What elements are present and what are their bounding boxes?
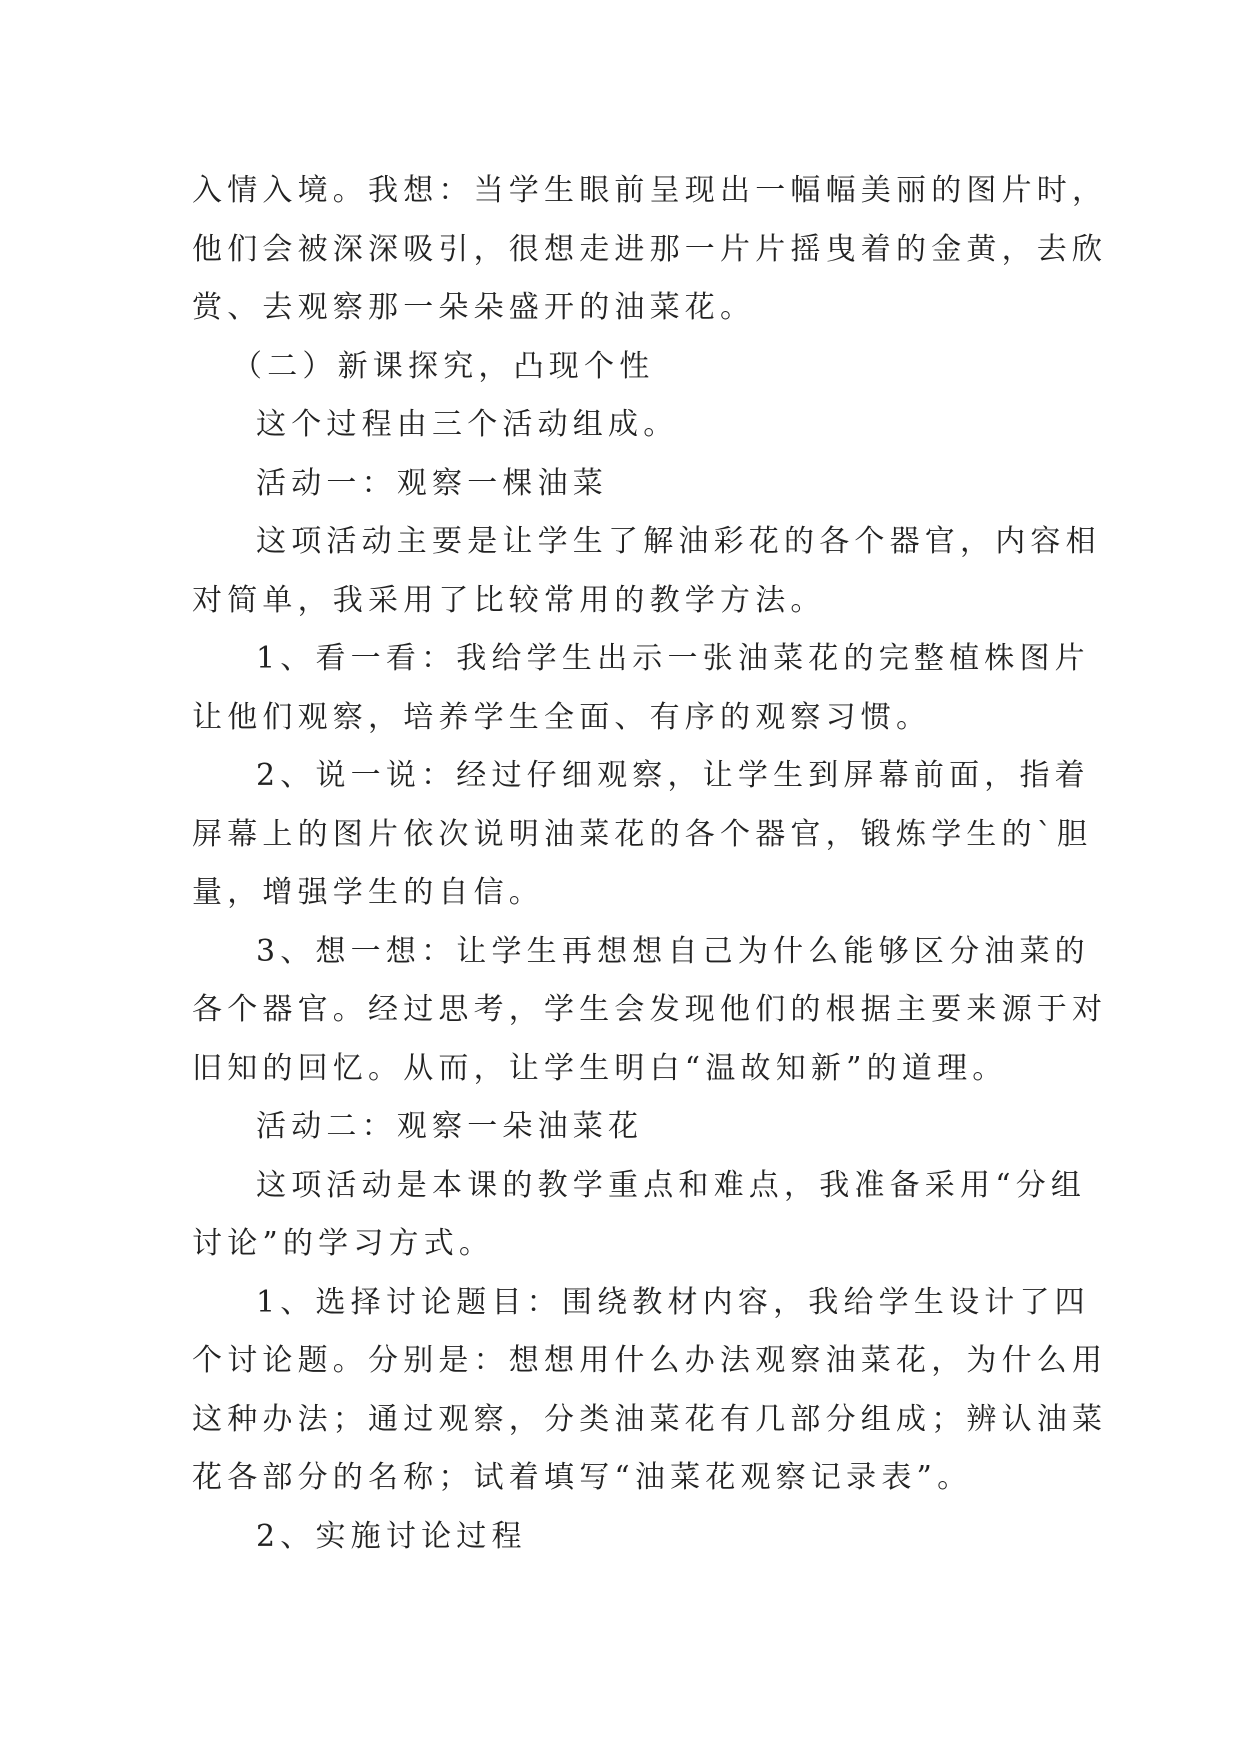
list-item: 1、选择讨论题目：围绕教材内容，我给学生设计了四: [256, 1284, 1090, 1320]
list-item: 1、看一看：我给学生出示一张油菜花的完整植株图片: [256, 641, 1090, 676]
text-line: 这项活动主要是让学生了解油彩花的各个器官，内容相: [256, 524, 1101, 559]
text-line: 入情入境。我想：当学生眼前呈现出一幅幅美丽的图片时，: [192, 173, 1108, 208]
text-line: 屏幕上的图片依次说明油菜花的各个器官，锻炼学生的`胆: [192, 816, 1093, 852]
section-heading: （二）新课探究，凸现个性: [232, 348, 655, 384]
text-line: 量，增强学生的自信。: [192, 875, 544, 910]
text-line: 旧知的回忆。从而，让学生明白“温故知新”的道理。: [192, 1050, 1008, 1086]
text-line: 这种办法；通过观察，分类油菜花有几部分组成；辨认油菜: [192, 1401, 1108, 1437]
text-line: 他们会被深深吸引，很想走进那一片片摇曳着的金黄，去欣: [192, 231, 1108, 267]
text-line: 各个器官。经过思考，学生会发现他们的根据主要来源于对: [192, 992, 1108, 1027]
activity-heading: 活动一：观察一棵油菜: [256, 465, 608, 501]
text-line: 这个过程由三个活动组成。: [256, 407, 679, 442]
list-item: 3、想一想：让学生再想想自己为什么能够区分油菜的: [256, 933, 1090, 969]
text-line: 对简单，我采用了比较常用的教学方法。: [192, 582, 826, 618]
text-line: 让他们观察，培养学生全面、有序的观察习惯。: [192, 699, 932, 735]
text-line: 这项活动是本课的教学重点和难点，我准备采用“分组: [256, 1167, 1087, 1203]
activity-heading: 活动二：观察一朵油菜花: [256, 1109, 644, 1144]
text-line: 讨论”的学习方式。: [192, 1226, 495, 1261]
text-line: 赏、去观察那一朵朵盛开的油菜花。: [192, 290, 756, 325]
text-line: 花各部分的名称；试着填写“油菜花观察记录表”。: [192, 1460, 973, 1495]
document-body: [192, 162, 1108, 1566]
list-item: 2、说一说：经过仔细观察，让学生到屏幕前面，指着: [256, 758, 1090, 793]
list-item: 2、实施讨论过程: [256, 1518, 527, 1554]
text-line: 个讨论题。分别是：想想用什么办法观察油菜花，为什么用: [192, 1343, 1108, 1378]
